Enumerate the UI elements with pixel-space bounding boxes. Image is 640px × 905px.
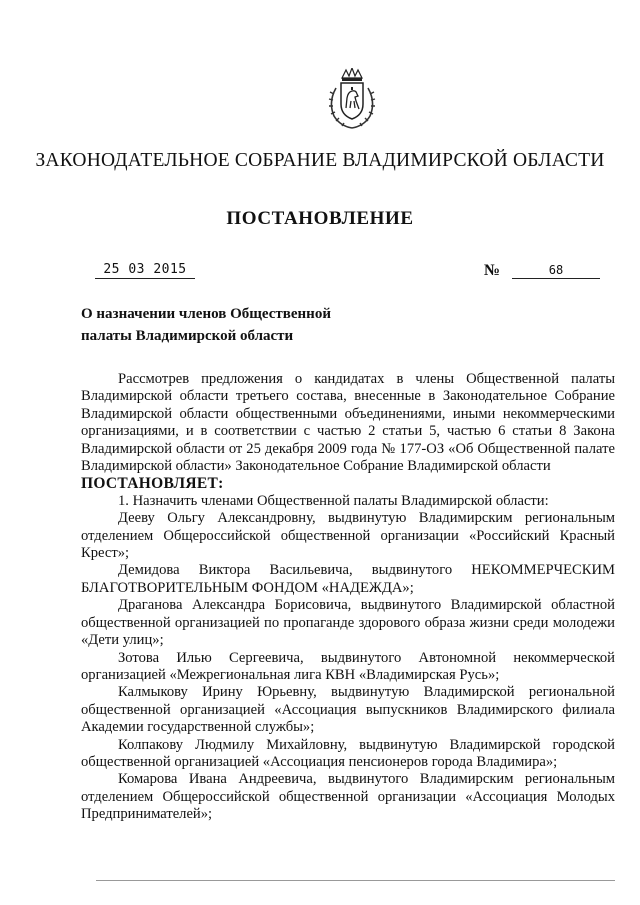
document-subject: О назначении членов Общественной палаты Владимирской области [81, 306, 331, 344]
member-entry: Колпакову Людмилу Михайловну, выдвинутую Владимирской городской общественной организацией «Ассоциация пенсионеров города Владимира»; [81, 736, 615, 770]
document-type: ПОСТАНОВЛЕНИЕ [226, 208, 414, 229]
document-body [81, 371, 615, 824]
page-bottom-divider [96, 880, 615, 881]
member-entry: Дееву Ольгу Александровну, выдвинутую Владимирским региональным отделением Общероссийской общественной организации «Российский Красный Крест»; [81, 510, 615, 562]
member-entry: Демидова Виктора Васильевича, выдвинутого НЕКОММЕРЧЕСКИМ БЛАГОТВОРИТЕЛЬНЫМ ФОНДОМ «НАДЕЖДА»; [81, 562, 615, 596]
resolves-heading: ПОСТАНОВЛЯЕТ: [81, 475, 224, 493]
preamble-text: Рассмотрев предложения о кандидатах в члены Общественной палаты Владимирской области третьего состава, внесенные в Законодательное Собрание Владимирской области общественными объединениями, иными некоммерческими организациями, и в соответствии с частью 2 статьи 5, частью 6 статьи 8 Закона Владимирской области от 25 декабря 2009 года № 177-ОЗ «Об Общественной палате Владимирской области» Законодательное Собрание Владимирской области [81, 371, 615, 475]
number-sign: № [484, 262, 501, 279]
document-number: 68 [512, 262, 600, 279]
member-entry: Драганова Александра Борисовича, выдвинутого Владимирской областной общественной организацией по пропаганде здорового образа жизни среди молодежи «Дети улиц»; [81, 597, 615, 649]
member-entry: Калмыкову Ирину Юрьевну, выдвинутую Владимирской региональной общественной организацией «Ассоциация выпускников Владимирского филиала Академии государственной службы»; [81, 684, 615, 736]
coat-of-arms-icon [326, 68, 378, 130]
preamble-paragraph [81, 371, 615, 475]
document-date: 25 03 2015 [95, 262, 195, 279]
member-entry: Зотова Илью Сергеевича, выдвинутого Автономной некоммерческой организацией «Межрегиональная лига КВН «Владимирская Русь»; [81, 649, 615, 683]
organization-name: ЗАКОНОДАТЕЛЬНОЕ СОБРАНИЕ ВЛАДИМИРСКОЙ ОБЛАСТИ [35, 150, 605, 171]
item-heading: 1. Назначить членами Общественной палаты Владимирской области: [118, 492, 549, 509]
member-entry: Комарова Ивана Андреевича, выдвинутого Владимирским региональным отделением Общероссийской общественной организации «Ассоциация Молодых Предпринимателей»; [81, 771, 615, 823]
